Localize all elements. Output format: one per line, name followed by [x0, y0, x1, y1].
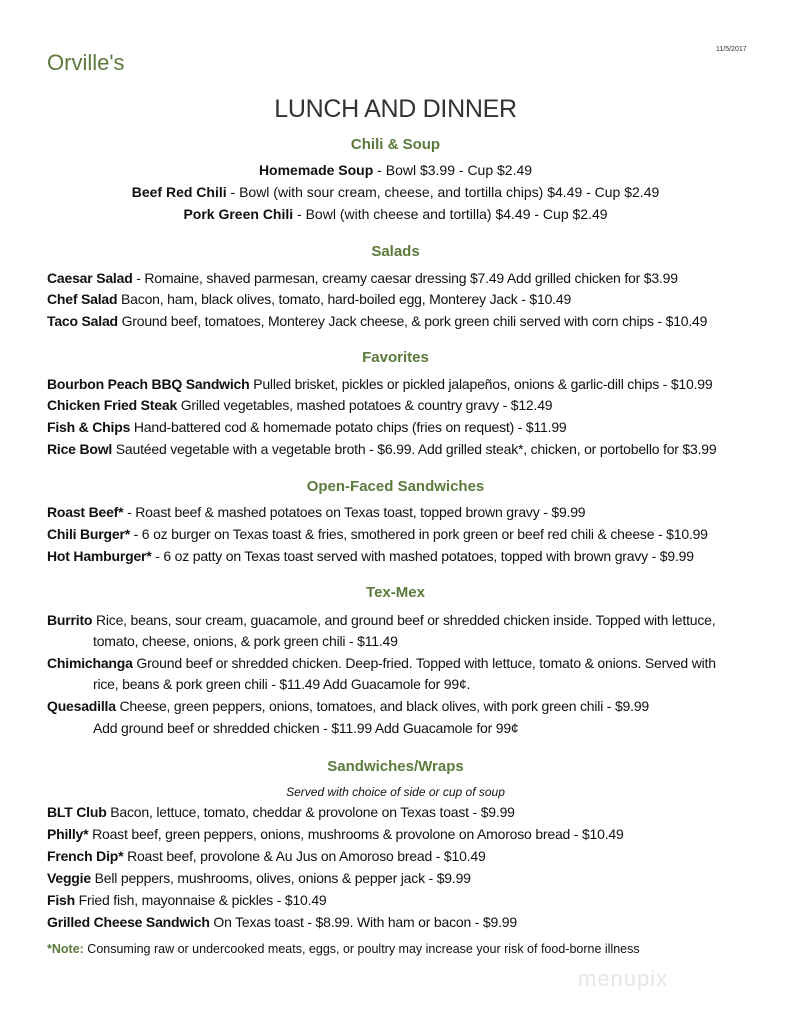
item-name: Chef Salad	[47, 291, 118, 307]
item-name: BLT Club	[47, 804, 107, 820]
item-desc: - Bowl (with sour cream, cheese, and tortilla chips) $4.49 - Cup $2.49	[226, 184, 660, 200]
restaurant-name: Orville's	[47, 50, 125, 75]
item-name: Chili Burger*	[47, 526, 130, 542]
item-desc: Hand-battered cod & homemade potato chips (fries on request) - $11.99	[130, 419, 567, 435]
item-name: Chimichanga	[47, 655, 133, 671]
item-desc: Roast beef, provolone & Au Jus on Amoroso bread - $10.49	[123, 848, 486, 864]
item-desc-continued: rice, beans & pork green chili - $11.49 Add Guacamole for 99¢.	[93, 676, 471, 692]
item-name: Hot Hamburger*	[47, 548, 152, 564]
section-heading-salads: Salads	[371, 243, 420, 260]
item-name: Rice Bowl	[47, 441, 113, 457]
menu-item	[47, 526, 708, 542]
menu-date: 11/5/2017	[716, 46, 747, 53]
item-desc: - 6 oz burger on Texas toast & fries, smothered in pork green or beef red chili & cheese - $10.99	[129, 526, 708, 542]
item-desc: Ground beef, tomatoes, Monterey Jack cheese, & pork green chili served with corn chips - $10.49	[117, 313, 708, 329]
menu-item	[0, 162, 791, 178]
menu-item	[47, 914, 517, 930]
item-desc: - 6 oz patty on Texas toast served with mashed potatoes, topped with brown gravy - $9.99	[151, 548, 694, 564]
menu-item	[47, 291, 571, 307]
item-name: Taco Salad	[47, 313, 118, 329]
menu-item	[47, 804, 515, 820]
menu-item	[47, 892, 327, 908]
menu-item	[0, 184, 791, 200]
item-desc: Roast beef, green peppers, onions, mushrooms & provolone on Amoroso bread - $10.49	[88, 826, 624, 842]
item-desc: Bell peppers, mushrooms, olives, onions & pepper jack - $9.99	[90, 870, 471, 886]
section-heading-chili-soup: Chili & Soup	[350, 136, 441, 153]
note-label: *Note:	[47, 942, 84, 956]
item-desc: Cheese, green peppers, onions, tomatoes, and black olives, with pork green chili - $9.99	[115, 698, 649, 714]
menu-item	[47, 870, 471, 886]
item-desc-continued: Add ground beef or shredded chicken - $11.99 Add Guacamole for 99¢	[93, 720, 519, 736]
item-desc: Fried fish, mayonnaise & pickles - $10.49	[74, 892, 327, 908]
menu-item	[47, 548, 694, 564]
page-title: LUNCH AND DINNER	[274, 95, 517, 123]
item-name: Burrito	[47, 612, 93, 628]
item-name: Roast Beef*	[47, 504, 124, 520]
item-name: Philly*	[47, 826, 89, 842]
item-name: Bourbon Peach BBQ Sandwich	[47, 376, 250, 392]
item-desc: - Romaine, shaved parmesan, creamy caesar dressing $7.49 Add grilled chicken for $3.99	[132, 270, 678, 286]
section-subheading: Served with choice of side or cup of soup	[286, 785, 505, 799]
item-name: Fish	[47, 892, 75, 908]
item-name: Beef Red Chili	[131, 184, 227, 200]
menu-item	[47, 441, 716, 457]
menu-item	[47, 504, 585, 520]
item-desc: Sautéed vegetable with a vegetable broth - $6.99. Add grilled steak*, chicken, or portobello for $3.99	[112, 441, 717, 457]
item-desc: Grilled vegetables, mashed potatoes & country gravy - $12.49	[177, 397, 553, 413]
item-desc-continued: tomato, cheese, onions, & pork green chili - $11.49	[93, 633, 398, 649]
item-desc: On Texas toast - $8.99. With ham or bacon - $9.99	[209, 914, 517, 930]
item-name: Grilled Cheese Sandwich	[47, 914, 210, 930]
watermark: menupix	[578, 966, 669, 991]
menu-item	[47, 270, 678, 286]
menu-item	[0, 206, 791, 222]
item-name: French Dip*	[47, 848, 124, 864]
item-name: Chicken Fried Steak	[47, 397, 178, 413]
item-desc: Ground beef or shredded chicken. Deep-fried. Topped with lettuce, tomato & onions. Served with	[132, 655, 716, 671]
item-desc: Bacon, ham, black olives, tomato, hard-boiled egg, Monterey Jack - $10.49	[117, 291, 572, 307]
item-name: Caesar Salad	[47, 270, 133, 286]
menu-item	[47, 419, 567, 435]
menu-item	[47, 698, 649, 714]
item-name: Fish & Chips	[47, 419, 131, 435]
menu-item	[47, 313, 707, 329]
note-text: Consuming raw or undercooked meats, eggs, or poultry may increase your risk of food-borne illness	[83, 942, 640, 956]
menu-item	[47, 397, 552, 413]
item-desc: Pulled brisket, pickles or pickled jalapeños, onions & garlic-dill chips - $10.99	[249, 376, 713, 392]
item-desc: - Roast beef & mashed potatoes on Texas toast, topped brown gravy - $9.99	[123, 504, 586, 520]
section-heading-sandwiches: Sandwiches/Wraps	[327, 758, 464, 775]
menu-item	[47, 612, 715, 628]
section-heading-favorites: Favorites	[362, 349, 429, 366]
menu-item	[47, 848, 486, 864]
item-name: Quesadilla	[47, 698, 116, 714]
item-desc: - Bowl $3.99 - Cup $2.49	[373, 162, 533, 178]
section-heading-open-faced: Open-Faced Sandwiches	[306, 478, 485, 495]
item-name: Homemade Soup	[258, 162, 374, 178]
item-desc: - Bowl (with cheese and tortilla) $4.49 - Cup $2.49	[293, 206, 608, 222]
item-desc: Bacon, lettuce, tomato, cheddar & provolone on Texas toast - $9.99	[106, 804, 515, 820]
menu-item	[47, 826, 624, 842]
menu-item	[47, 376, 712, 392]
menu-item	[47, 655, 716, 671]
section-heading-tex-mex: Tex-Mex	[366, 584, 425, 601]
food-safety-note	[47, 942, 640, 956]
item-name: Veggie	[47, 870, 91, 886]
item-name: Pork Green Chili	[183, 206, 294, 222]
item-desc: Rice, beans, sour cream, guacamole, and ground beef or shredded chicken inside. Topped with lettuce,	[92, 612, 716, 628]
